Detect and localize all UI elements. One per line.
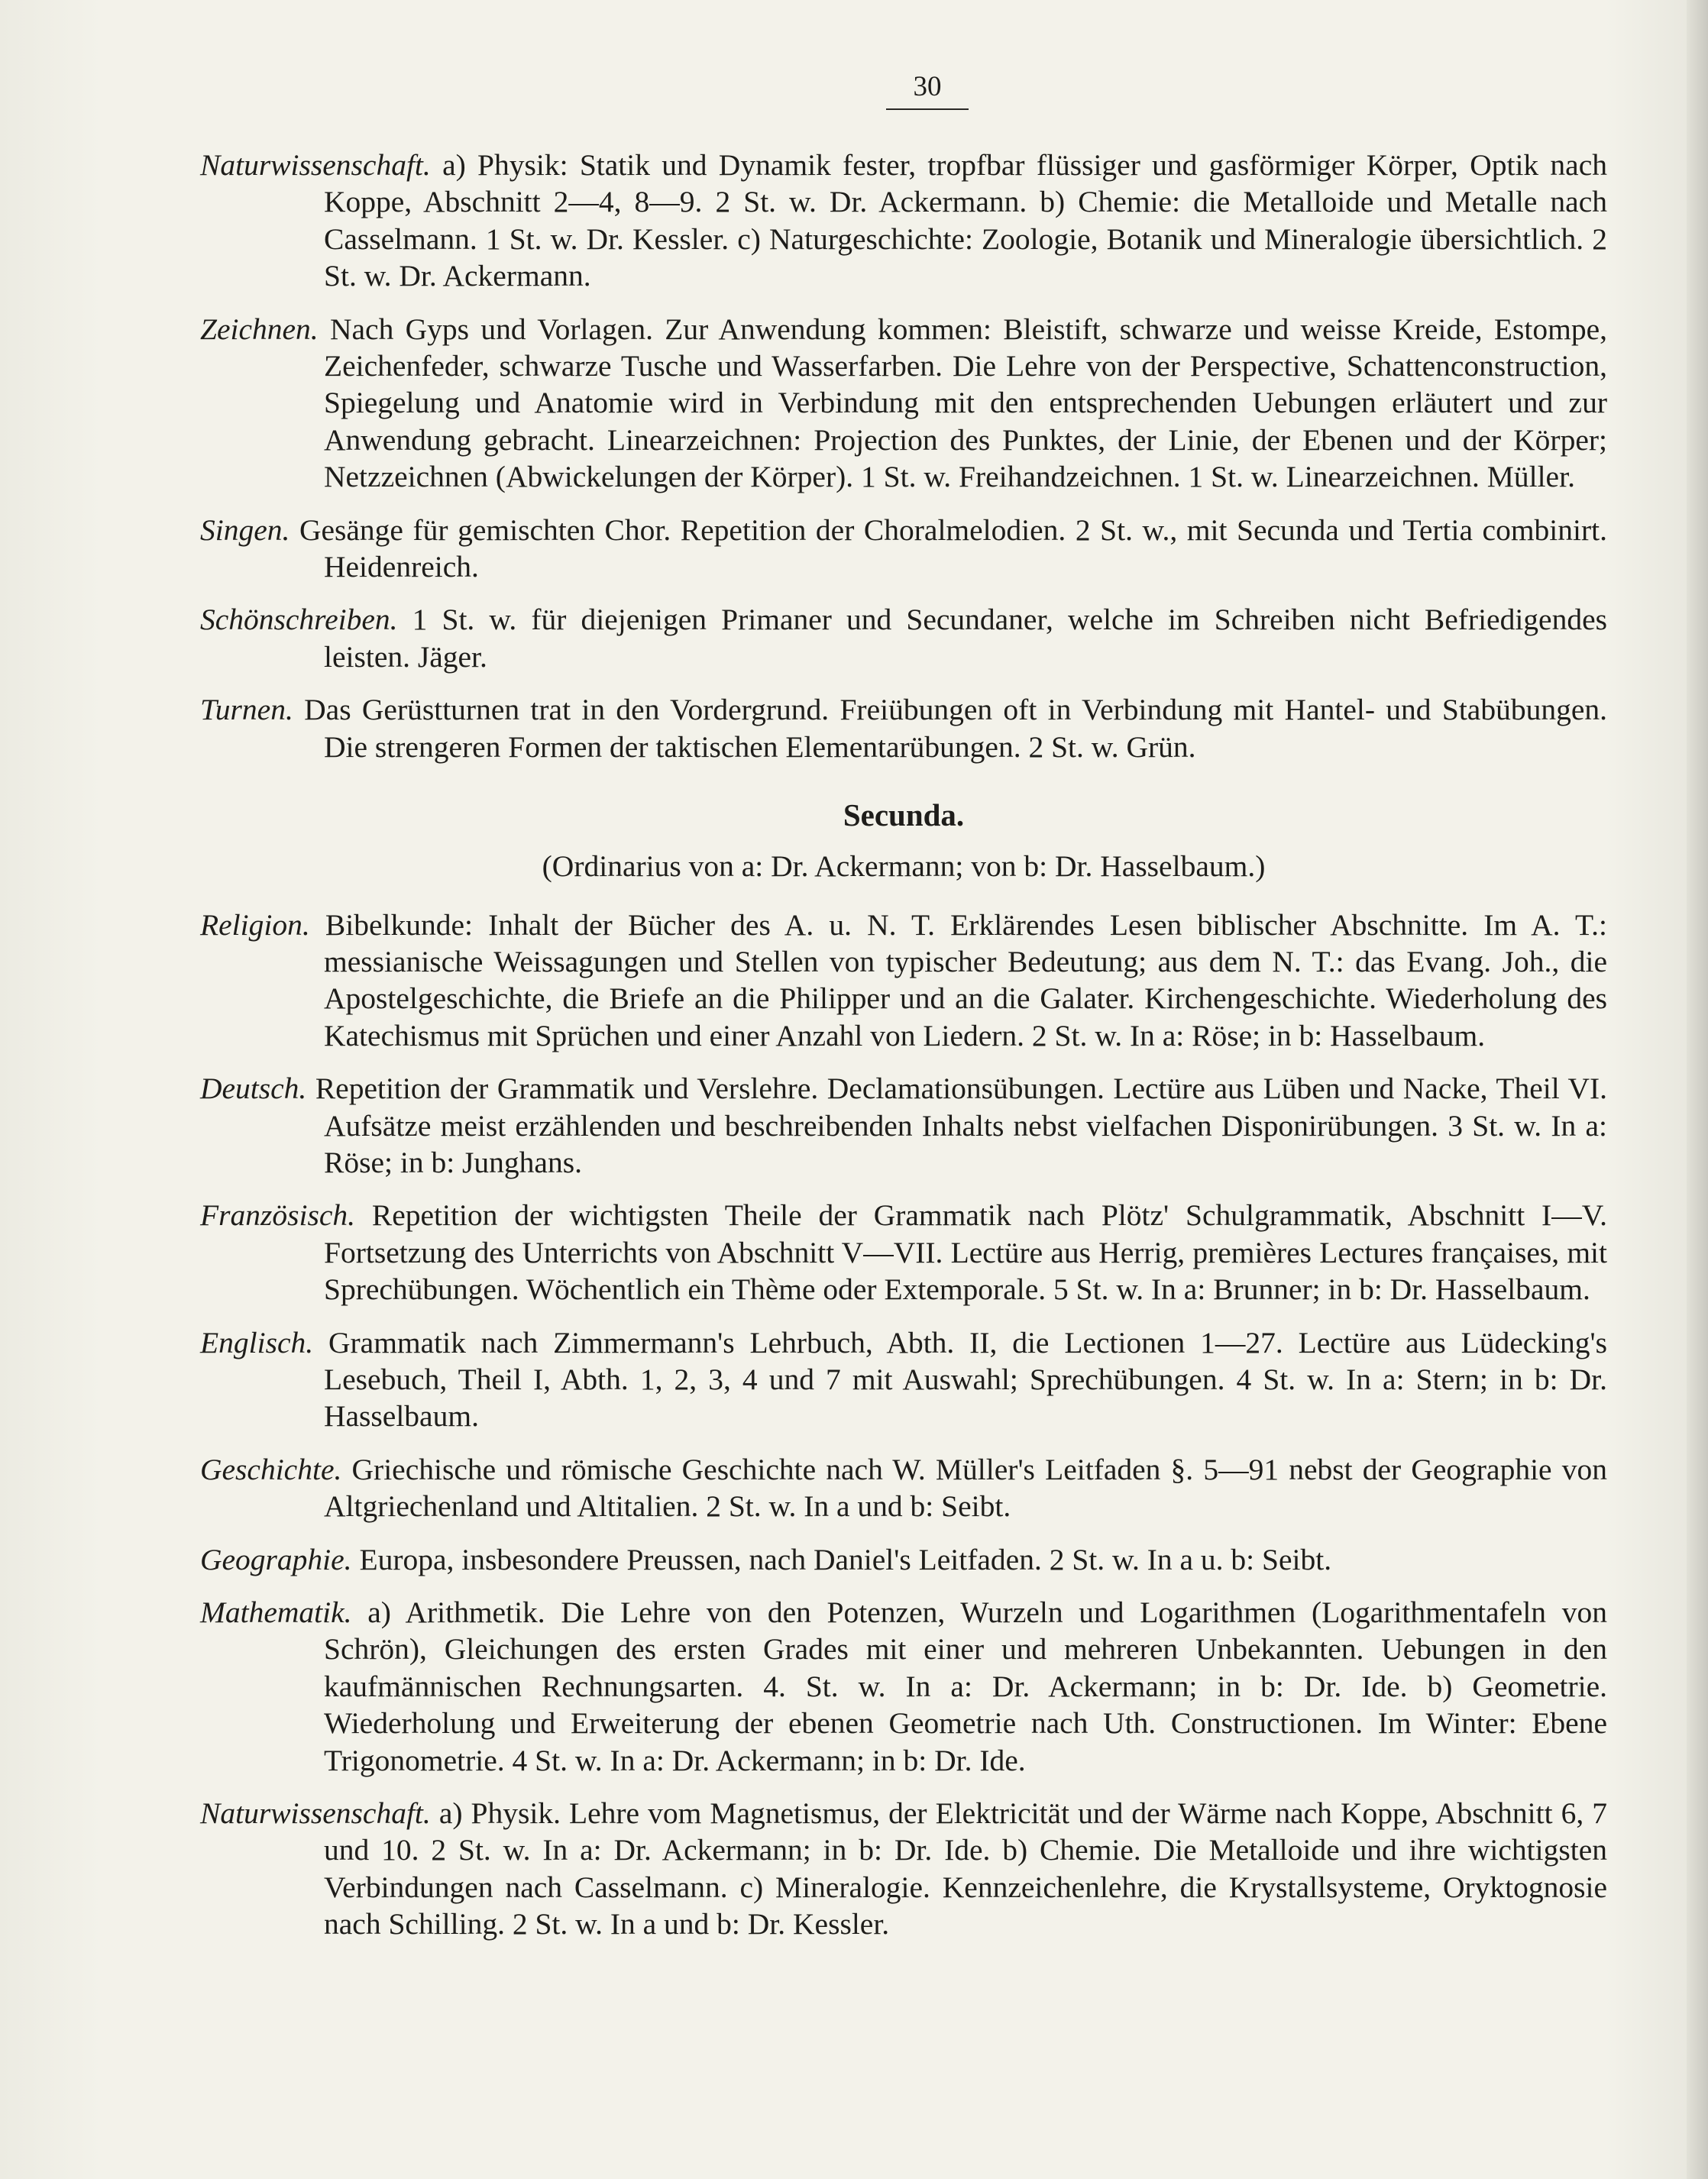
subject-label: Turnen. (200, 693, 293, 727)
subject-text: Europa, insbesondere Preussen, nach Daniel's Leitfaden. 2 St. w. In a u. b: Seibt. (359, 1542, 1332, 1576)
subject-entry (200, 1197, 1607, 1308)
subject-text: Das Gerüstturnen trat in den Vordergrund. Freiübungen oft in Verbindung mit Hantel- und Stabübungen. Die strengeren Formen der taktischen Elementarübungen. 2 St. w. Grün. (304, 693, 1607, 764)
subject-label: Mathematik. (200, 1595, 352, 1629)
subject-entry (200, 147, 1607, 295)
subject-text: a) Physik. Lehre vom Magnetismus, der Elektricität und der Wärme nach Koppe, Abschnitt 6, 7 und 10. 2 St. w. In a: Dr. Ackermann; in b: Dr. Ide. b) Chemie. Die Metalloide und ihre wichtigsten Verbindungen nach Casselmann. c) Mineralogie. Kennzeichenlehre, die Krystallsysteme, Oryktognosie nach Schilling. 2 St. w. In a und b: Dr. Kessler. (324, 1796, 1608, 1941)
subject-text: Repetition der Grammatik und Verslehre. Declamationsübungen. Lectüre aus Lüben und Nacke, Theil VI. Aufsätze meist erzählenden und beschreibenden Inhalts nebst vielfachen Disponirübungen. 3 St. w. In a: Röse; in b: Junghans. (315, 1072, 1608, 1179)
subject-entry (200, 1594, 1607, 1779)
subject-entry (200, 311, 1607, 496)
subject-text: Grammatik nach Zimmermann's Lehrbuch, Abth. II, die Lectionen 1—27. Lectüre aus Lüdecking's Lesebuch, Theil I, Abth. 1, 2, 3, 4 und 7 mit Auswahl; Sprechübungen. 4 St. w. In a: Stern; in b: Dr. Hasselbaum. (324, 1325, 1607, 1434)
subject-label: Geschichte. (200, 1452, 342, 1486)
subject-text: Gesänge für gemischten Chor. Repetition der Choralmelodien. 2 St. w., mit Secunda und Tertia combinirt. Heidenreich. (299, 512, 1608, 584)
subject-label: Englisch. (200, 1325, 314, 1359)
subject-text: Nach Gyps und Vorlagen. Zur Anwendung kommen: Bleistift, schwarze und weisse Kreide, Estompe, Zeichenfeder, schwarze Tusche und Wasserfarben. Die Lehre von der Perspective, Schattenconstruction, Spiegelung und Anatomie wird in Verbindung mit den entsprechenden Uebungen erläutert und zur Anwendung gebracht. Linearzeichnen: Projection des Punktes, der Linie, der Ebenen und der Körper; Netzzeichnen (Abwickelungen der Körper). 1 St. w. Freihandzeichnen. 1 St. w. Linearzeichnen. Müller. (324, 312, 1607, 494)
subject-text: 1 St. w. für diejenigen Primaner und Secundaner, welche im Schreiben nicht Befriedigendes leisten. Jäger. (324, 603, 1607, 674)
subject-text: Bibelkunde: Inhalt der Bücher des A. u. N. T. Erklärendes Lesen biblischer Abschnitte. Im A. T.: messianische Weissagungen und Stellen von typischer Bedeutung; aus dem N. T.: das Evang. Joh., die Apostelgeschichte, die Briefe an die Philipper und an die Galater. Kirchengeschichte. Wiederholung des Katechismus mit Sprüchen und einer Anzahl von Liedern. 2 St. w. In a: Röse; in b: Hasselbaum. (324, 907, 1607, 1052)
subject-entry (200, 1070, 1607, 1181)
subject-text: Griechische und römische Geschichte nach W. Müller's Leitfaden §. 5—91 nebst der Geographie von Altgriechenland und Altitalien. 2 St. w. In a und b: Seibt. (324, 1452, 1607, 1524)
subject-label: Singen. (200, 512, 290, 547)
subject-label: Deutsch. (200, 1072, 307, 1106)
subject-label: Naturwissenschaft. (200, 148, 431, 182)
subject-text: Repetition der wichtigsten Theile der Grammatik nach Plötz' Schulgrammatik, Abschnitt I—V. Fortsetzung des Unterrichts von Abschnitt V—VII. Lectüre aus Herrig, premières Lectures françaises, mit Sprechübungen. Wöchentlich ein Thème oder Extemporale. 5 St. w. In a: Brunner; in b: Dr. Hasselbaum. (324, 1198, 1608, 1307)
subject-label: Geographie. (200, 1542, 352, 1576)
page-number: 30 (913, 71, 942, 102)
page-content (200, 147, 1607, 1959)
subject-label: Religion. (200, 907, 310, 942)
subject-entry (200, 1451, 1607, 1525)
subject-entry (200, 691, 1607, 765)
subject-label: Französisch. (200, 1198, 355, 1233)
subject-entry (200, 907, 1607, 1055)
subject-text: a) Arithmetik. Die Lehre von den Potenzen, Wurzeln und Logarithmen (Logarithmentafeln von Schrön), Gleichungen des ersten Grades mit einer und mehreren Unbekannten. Uebungen in den kaufmännischen Rechnungsarten. 4. St. w. In a: Dr. Ackermann; in b: Dr. Ide. b) Geometrie. Wiederholung und Erweiterung der ebenen Geometrie nach Uth. Constructionen. Im Winter: Ebene Trigonometrie. 4 St. w. In a: Dr. Ackermann; in b: Dr. Ide. (324, 1595, 1608, 1777)
subject-entry (200, 512, 1607, 586)
section-subheading: (Ordinarius von a: Dr. Ackermann; von b: Dr. Hasselbaum.) (542, 849, 1266, 884)
subject-entry (200, 1541, 1607, 1578)
page-number-rule (886, 108, 969, 110)
subject-entry (200, 601, 1607, 675)
subject-label: Schönschreiben. (200, 603, 398, 637)
page-edge-shadow (1687, 0, 1708, 2179)
subject-label: Zeichnen. (200, 312, 319, 346)
section-heading: Secunda. (843, 797, 965, 833)
subject-text: a) Physik: Statik und Dynamik fester, tropfbar flüssiger und gasförmiger Körper, Optik nach Koppe, Abschnitt 2—4, 8—9. 2 St. w. Dr. Ackermann. b) Chemie: die Metalloide und Metalle nach Casselmann. 1 St. w. Dr. Kessler. c) Naturgeschichte: Zoologie, Botanik und Mineralogie übersichtlich. 2 St. w. Dr. Ackermann. (324, 148, 1608, 293)
subject-entry (200, 1795, 1607, 1943)
subject-label: Naturwissenschaft. (200, 1796, 431, 1831)
subject-entry (200, 1324, 1607, 1435)
